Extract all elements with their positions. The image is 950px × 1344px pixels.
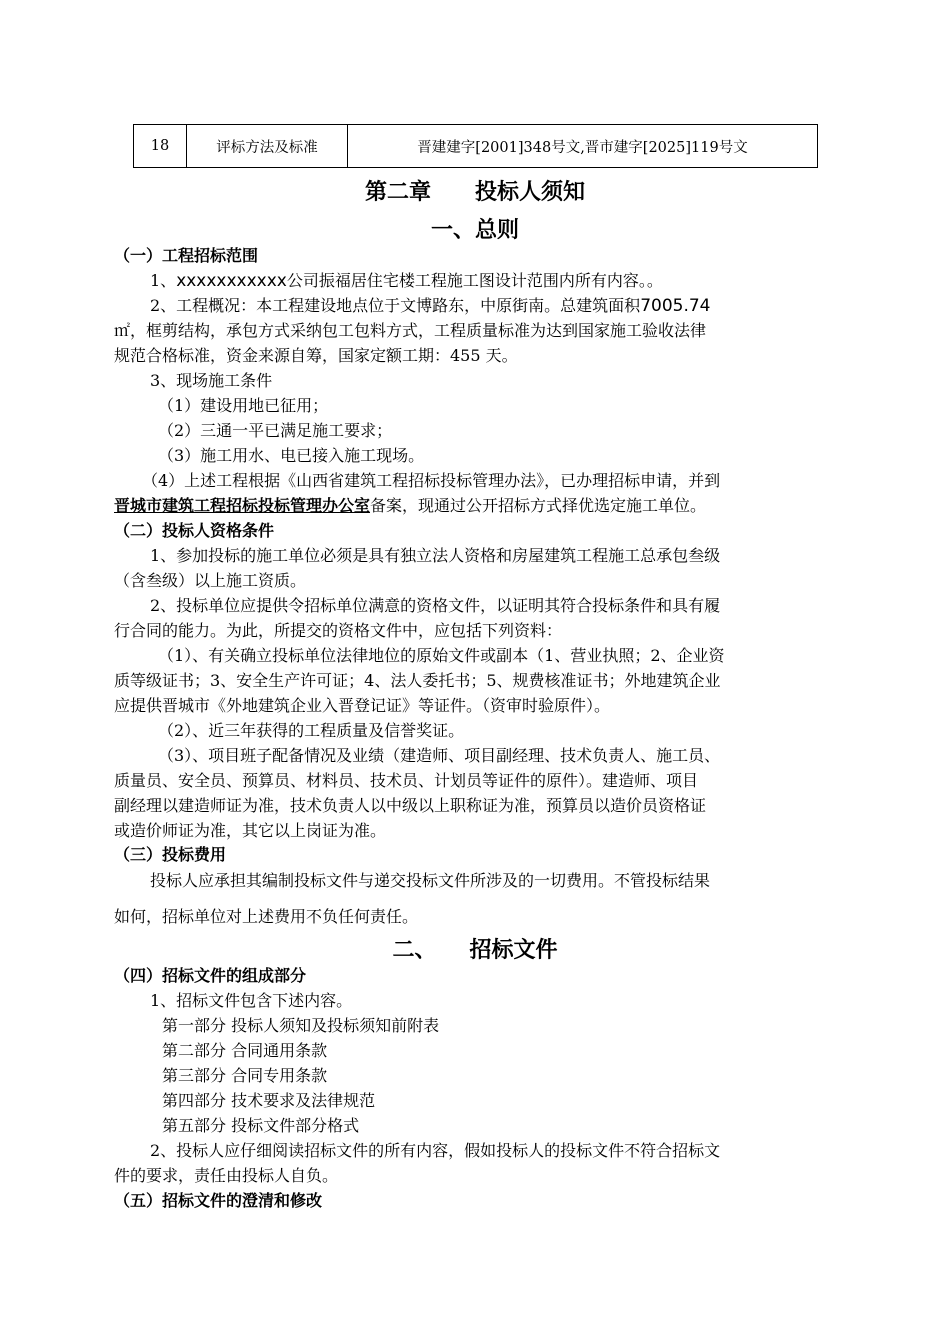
scope-paragraph-1	[150, 269, 663, 293]
qual-p1-line-2: （含叁级）以上施工资质。	[114, 571, 307, 590]
doc-part-3: 第三部分 合同专用条款	[162, 1066, 328, 1085]
doc-part-5: 第五部分 投标文件部分格式	[162, 1116, 360, 1135]
qual-item-1-line-1: （1）、有关确立投标单位法律地位的原始文件或副本（1、营业执照；2、企业资	[158, 646, 725, 665]
condition-2: （2）三通一平已满足施工要求；	[158, 421, 393, 440]
scope-p1-prefix: 1、	[150, 271, 177, 290]
row-number: 18	[134, 125, 187, 168]
qual-item-3-line-4: 或造价师证为准，其它以上岗证为准。	[114, 821, 387, 840]
condition-4-rest: 备案，现通过公开招标方式择优选定施工单位。	[370, 496, 707, 515]
office-name: 晋城市建筑工程招标投标管理办公室	[114, 496, 371, 515]
qual-item-2: （2）、近三年获得的工程质量及信誉奖证。	[158, 721, 465, 740]
section-title-documents: 二、 招标文件	[392, 938, 558, 963]
site-conditions: 3、现场施工条件	[150, 371, 273, 390]
doc-part-4: 第四部分 技术要求及法律规范	[162, 1091, 376, 1110]
qual-p1-line-1: 1、参加投标的施工单位必须是具有独立法人资格和房屋建筑工程施工总承包叁级	[150, 546, 721, 565]
condition-4-line-1: （4）上述工程根据《山西省建筑工程招标投标管理办法》，已办理招标申请，并到	[142, 471, 721, 490]
overview-text-2: ，框剪结构，承包方式采纳包工包料方式，工程质量标准为达到国家施工验收法律	[130, 321, 707, 340]
area-unit: ㎡	[114, 321, 131, 340]
company-placeholder: xxxxxxxxxxx	[176, 271, 287, 291]
qual-item-1-line-3: 应提供晋城市《外地建筑企业入晋登记证》等证件。（资审时验原件）。	[114, 696, 611, 715]
chapter-title: 第二章 投标人须知	[364, 180, 585, 205]
heading-doc-composition: （四）招标文件的组成部分	[114, 966, 307, 985]
composition-intro: 1、招标文件包含下述内容。	[150, 991, 353, 1010]
heading-scope: （一）工程招标范围	[114, 246, 259, 265]
composition-p2-line-1: 2、投标人应仔细阅读招标文件的所有内容，假如投标人的投标文件不符合招标文	[150, 1141, 721, 1160]
section-title-general: 一、总则	[430, 218, 519, 243]
heading-clarification: （五）招标文件的澄清和修改	[114, 1191, 323, 1210]
overview-line-2	[114, 319, 706, 343]
row-item: 评标方法及标准	[187, 125, 348, 168]
row-content: 晋建建字[2001]348号文,晋市建字[2025]119号文	[348, 125, 818, 168]
costs-line-2: 如何，招标单位对上述费用不负任何责任。	[114, 907, 419, 926]
doc-part-1: 第一部分 投标人须知及投标须知前附表	[162, 1016, 440, 1035]
qual-p2-line-1: 2、投标单位应提供令招标单位满意的资格文件，以证明其符合投标条件和具有履	[150, 596, 721, 615]
criteria-table	[133, 124, 818, 168]
table-row	[134, 125, 818, 168]
condition-4-line-2	[114, 494, 706, 518]
overview-text: 2、工程概况：本工程建设地点位于文博路东，中原街南。总建筑面积	[150, 296, 641, 315]
composition-p2-line-2: 件的要求，责任由投标人自负。	[114, 1166, 339, 1185]
condition-3: （3）施工用水、电已接入施工现场。	[158, 446, 425, 465]
heading-costs: （三）投标费用	[114, 845, 227, 864]
qual-item-1-line-2: 质等级证书；3、安全生产许可证；4、法人委托书；5、规费核准证书；外地建筑企业	[114, 671, 721, 690]
overview-line-1	[150, 294, 711, 318]
doc-part-2: 第二部分 合同通用条款	[162, 1041, 328, 1060]
scope-p1-text: 公司振福居住宅楼工程施工图设计范围内所有内容。。	[286, 271, 663, 290]
building-area: 7005.74	[640, 296, 711, 316]
qual-item-3-line-1: （3）、项目班子配备情况及业绩（建造师、项目副经理、技术负责人、施工员、	[158, 746, 721, 765]
condition-1: （1）建设用地已征用；	[158, 396, 329, 415]
qual-item-3-line-2: 质量员、安全员、预算员、材料员、技术员、计划员等证件的原件）。建造师、项目	[114, 771, 699, 790]
qual-p2-line-2: 行合同的能力。为此，所提交的资格文件中，应包括下列资料：	[114, 621, 563, 640]
costs-line-1: 投标人应承担其编制投标文件与递交投标文件所涉及的一切费用。不管投标结果	[150, 871, 711, 890]
qual-item-3-line-3: 副经理以建造师证为准，技术负责人以中级以上职称证为准，预算员以造价员资格证	[114, 796, 707, 815]
heading-qualification: （二）投标人资格条件	[114, 521, 275, 540]
overview-line-3: 规范合格标准，资金来源自筹，国家定额工期：455 天。	[114, 346, 518, 365]
